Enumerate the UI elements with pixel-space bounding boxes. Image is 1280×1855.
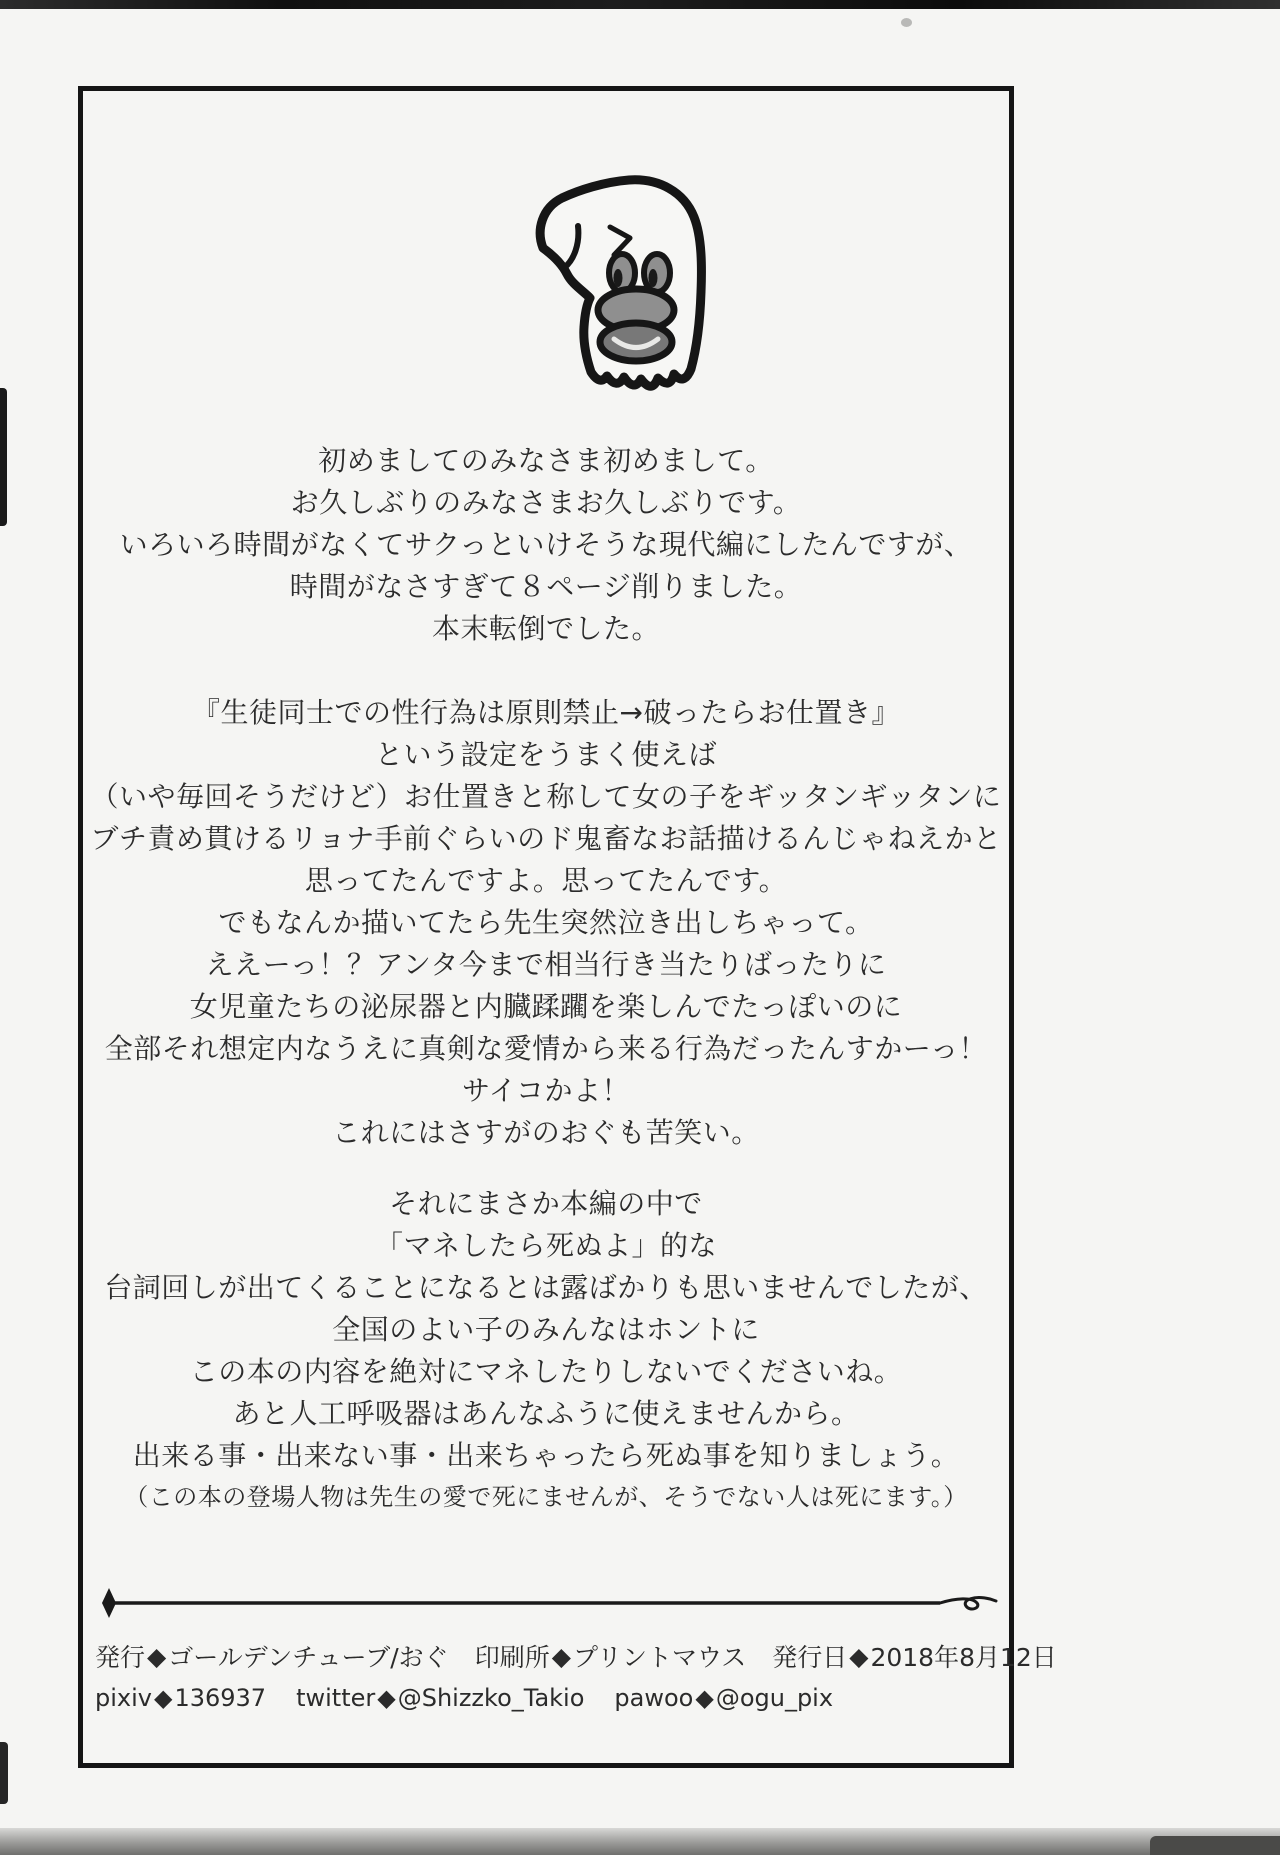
scan-bottom-corner-artifact xyxy=(1150,1836,1280,1855)
pawoo-handle-value: @ogu_pix xyxy=(715,1684,834,1712)
afterword-line: 出来る事・出来ない事・出来ちゃったら死ぬ事を知りましょう。 xyxy=(132,1439,960,1472)
pixiv-id-value: 136937 xyxy=(174,1684,267,1712)
colophon-divider-rule xyxy=(95,1586,1000,1620)
pixiv-label: pixiv xyxy=(95,1684,152,1712)
colophon-row-1 xyxy=(95,1638,1057,1674)
ghost-mascot-illustration xyxy=(534,172,714,407)
afterword-line: 時間がなさすぎて８ページ削りました。 xyxy=(289,570,803,603)
afterword-line: 初めましてのみなさま初めまして。 xyxy=(318,444,774,477)
afterword-line: 全部それ想定内なうえに真剣な愛情から来る行為だったんすかーっ！ xyxy=(104,1032,988,1065)
scan-top-edge-artifact xyxy=(0,0,1280,9)
divider-left-diamond xyxy=(102,1588,116,1618)
diamond-separator-icon: ◆ xyxy=(695,1684,714,1712)
printer-value: プリントマウス xyxy=(572,1643,747,1672)
afterword-paragraph-1 xyxy=(83,440,1009,650)
mascot-mouth xyxy=(600,323,672,361)
diamond-separator-icon: ◆ xyxy=(147,1641,167,1671)
afterword-line: でもなんか描いてたら先生突然泣き出しちゃって。 xyxy=(218,906,874,939)
twitter-field xyxy=(296,1684,584,1712)
mascot-left-pupil xyxy=(614,269,623,287)
afterword-line: サイコかよ！ xyxy=(462,1074,630,1107)
divider-right-curl xyxy=(940,1598,996,1609)
scan-left-smudge-artifact-2 xyxy=(0,1742,8,1804)
afterword-line: ブチ責め貫けるリョナ手前ぐらいのド鬼畜なお話描けるんじゃねえかと xyxy=(90,822,1002,855)
publisher-field xyxy=(95,1638,449,1674)
twitter-label: twitter xyxy=(296,1684,376,1712)
afterword-paragraph-2 xyxy=(83,692,1009,1154)
publisher-label: 発行 xyxy=(95,1643,146,1672)
printer-field xyxy=(475,1638,747,1674)
colophon-row-2 xyxy=(95,1684,833,1712)
afterword-line: 台詞回しが出てくることになるとは露ばかりも思いませんでしたが、 xyxy=(104,1271,988,1304)
printer-label: 印刷所 xyxy=(474,1643,550,1672)
afterword-note-line: （この本の登場人物は先生の愛で死にませんが、そうでない人は死にます。） xyxy=(124,1483,968,1511)
publisher-value: ゴールデンチューブ/おぐ xyxy=(168,1643,449,1672)
afterword-line: 女児童たちの泌尿器と内臓蹂躙を楽しんでたっぽいのに xyxy=(189,990,903,1023)
pawoo-label: pawoo xyxy=(614,1684,694,1712)
scan-left-smudge-artifact xyxy=(0,388,7,526)
afterword-line: という設定をうまく使えば xyxy=(374,738,717,771)
diamond-separator-icon: ◆ xyxy=(377,1684,396,1712)
afterword-line: 全国のよい子のみんなはホントに xyxy=(332,1313,760,1346)
pixiv-field xyxy=(95,1684,266,1712)
diamond-separator-icon: ◆ xyxy=(551,1641,571,1671)
afterword-paragraph-3 xyxy=(83,1183,1009,1517)
diamond-separator-icon: ◆ xyxy=(849,1641,869,1671)
afterword-line: この本の内容を絶対にマネしたりしないでくださいね。 xyxy=(189,1355,903,1388)
publish-date-label: 発行日 xyxy=(772,1643,848,1672)
afterword-line: いろいろ時間がなくてサクっといけそうな現代編にしたんですが、 xyxy=(119,528,973,561)
mascot-right-eye xyxy=(644,254,670,292)
afterword-line: これにはさすがのおぐも苦笑い。 xyxy=(332,1116,760,1149)
mascot-right-pupil xyxy=(649,269,658,287)
scan-dust-dot xyxy=(901,18,912,27)
publish-date-value: 2018年8月12日 xyxy=(870,1643,1057,1672)
twitter-handle-value: @Shizzko_Takio xyxy=(397,1684,585,1712)
afterword-line: 本末転倒でした。 xyxy=(431,612,660,645)
afterword-line: お久しぶりのみなさまお久しぶりです。 xyxy=(290,486,802,519)
afterword-line: あと人工呼吸器はあんなふうに使えませんから。 xyxy=(232,1397,860,1430)
scan-bottom-shadow-artifact xyxy=(0,1828,1280,1855)
afterword-line: 『生徒同士での性行為は原則禁止→破ったらお仕置き』 xyxy=(192,696,900,729)
afterword-line: （いや毎回そうだけど）お仕置きと称して女の子をギッタンギッタンに xyxy=(90,780,1002,813)
pawoo-field xyxy=(614,1684,833,1712)
diamond-separator-icon: ◆ xyxy=(153,1684,173,1712)
afterword-line: 「マネしたら死ぬよ」的な xyxy=(374,1229,717,1262)
afterword-line: それにまさか本編の中で xyxy=(389,1187,703,1220)
afterword-line: ええーっ！？アンタ今まで相当行き当たりばったりに xyxy=(205,948,887,981)
afterword-line: 思ってたんですよ。思ってたんです。 xyxy=(304,864,788,897)
publish-date-field xyxy=(772,1638,1057,1674)
